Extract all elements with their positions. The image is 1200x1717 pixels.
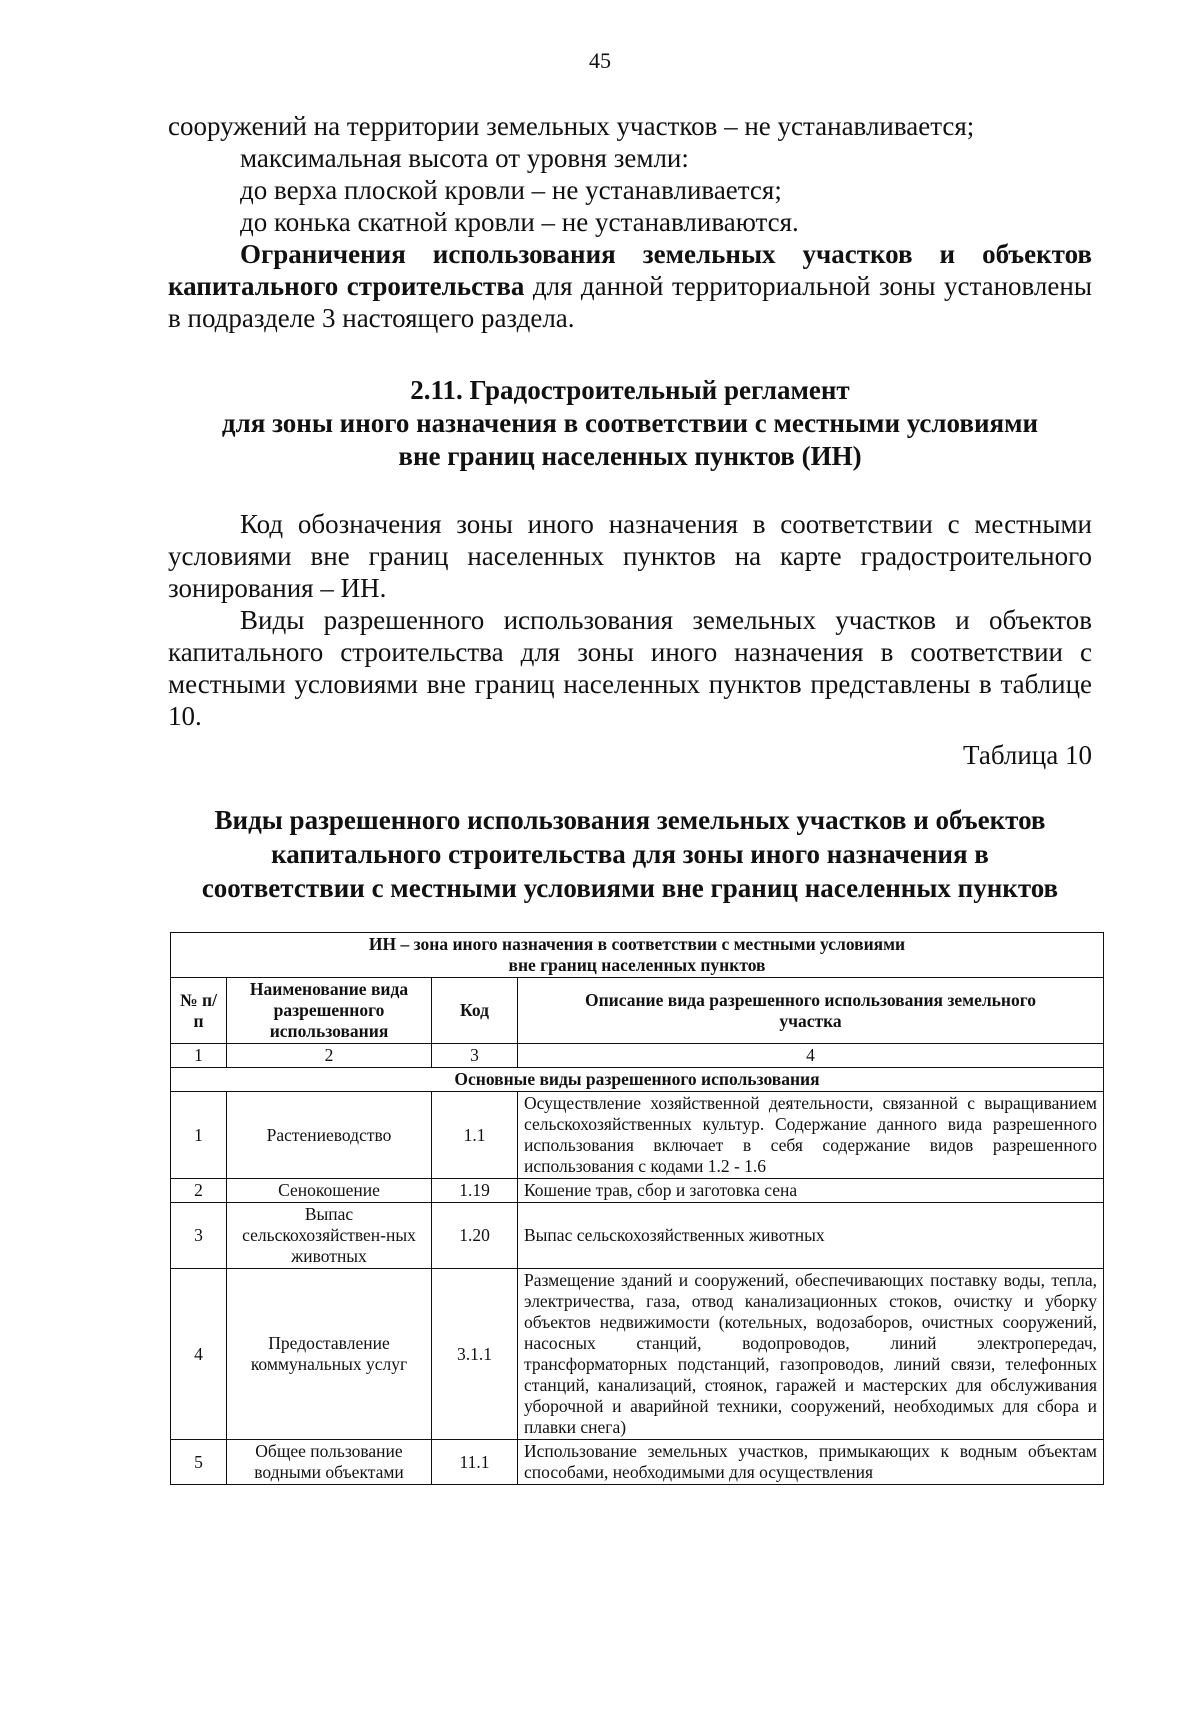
restrictions-paragraph — [168, 238, 1092, 334]
table-row — [171, 1269, 1104, 1440]
restrictions-rest: для данной территориальной зоны установлены в подразделе 3 настоящего раздела. — [168, 271, 1092, 333]
restrictions-bold: Ограничения использования земельных участков и объектов капитального строительства — [168, 239, 1092, 301]
row-num: 2 — [171, 1179, 227, 1203]
table-label: Таблица 10 — [963, 740, 1092, 770]
row-num: 3 — [171, 1203, 227, 1269]
intro-line-4: до конька скатной кровли – не устанавливаются. — [240, 207, 799, 237]
zone-header-line-1: ИН – зона иного назначения в соответствии с местными условиями — [368, 934, 906, 954]
table-title-line-3: соответствии с местными условиями вне границ населенных пунктов — [201, 873, 1059, 903]
table-row — [171, 1179, 1104, 1203]
column-header-row — [171, 978, 1104, 1044]
row-code: 1.1 — [432, 1092, 518, 1179]
zone-header-cell — [171, 933, 1104, 978]
section-title-line-2: для зоны иного назначения в соответствии с местными условиями — [221, 408, 1039, 438]
table-title-line-2: капитального строительства для зоны иного назначения в — [271, 839, 989, 869]
col-header-name: Наименование вида разрешенного использования — [227, 978, 432, 1044]
table-row — [171, 1092, 1104, 1179]
table-row — [171, 1440, 1104, 1485]
row-desc: Размещение зданий и сооружений, обеспечивающих поставку воды, тепла, электричества, газа, отвод канализационных стоков, очистку и уборку объектов недвижимости (котельных, водозаборов, очистных сооружений, насосных станций, водопроводов, линий электропередач, трансформаторных подстанций, газопроводов, линий связи, телефонных станций, канализаций, стоянок, гаражей и мастерских для обслуживания уборочной и аварийной техники, сооружений, необходимых для сбора и плавки снега) — [518, 1269, 1104, 1440]
row-desc: Осуществление хозяйственной деятельности, связанной с выращиванием сельскохозяйственных культур. Содержание данного вида разрешенного использования включает в себя содержание видов разрешенного использования с кодами 1.2 - 1.6 — [518, 1092, 1104, 1179]
col-index-1: 1 — [171, 1044, 227, 1068]
table-row — [171, 1203, 1104, 1269]
row-code: 3.1.1 — [432, 1269, 518, 1440]
intro-text — [168, 110, 1092, 334]
page-number: 45 — [589, 48, 611, 73]
intro-line-2: максимальная высота от уровня земли: — [240, 143, 689, 173]
row-num: 1 — [171, 1092, 227, 1179]
permitted-use-table — [170, 932, 1104, 1485]
kinds-paragraph: Виды разрешенного использования земельных участков и объектов капитального строительства для зоны иного назначения в соответствии с местными условиями вне границ населенных пунктов представлены в таблице 10. — [168, 605, 1092, 731]
row-name: Предоставление коммунальных услуг — [227, 1269, 432, 1440]
row-code: 1.20 — [432, 1203, 518, 1269]
table-title — [150, 803, 1110, 905]
zone-header-row — [171, 933, 1104, 978]
section-title-line-3: вне границ населенных пунктов (ИН) — [398, 441, 862, 471]
row-code: 11.1 — [432, 1440, 518, 1485]
col-header-desc: Описание вида разрешенного использования земельного участка — [518, 978, 1104, 1044]
code-paragraph: Код обозначения зоны иного назначения в соответствии с местными условиями вне границ населенных пунктов на карте градостроительного зонирования – ИН. — [168, 509, 1092, 603]
row-num: 5 — [171, 1440, 227, 1485]
row-name: Общее пользование водными объектами — [227, 1440, 432, 1485]
zone-header-line-2: вне границ населенных пунктов — [508, 955, 766, 975]
row-desc: Кошение трав, сбор и заготовка сена — [518, 1179, 1104, 1203]
row-name: Выпас сельскохозяйствен-ных животных — [227, 1203, 432, 1269]
section-row — [171, 1068, 1104, 1092]
intro-line-3: до верха плоской кровли – не устанавливается; — [240, 175, 782, 205]
section-main-cell: Основные виды разрешенного использования — [171, 1068, 1104, 1092]
col-index-2: 2 — [227, 1044, 432, 1068]
row-desc: Использование земельных участков, примыкающих к водным объектам способами, необходимыми для осуществления — [518, 1440, 1104, 1485]
intro-line-1: сооружений на территории земельных участков – не устанавливается; — [168, 111, 975, 141]
col-header-num: № п/п — [171, 978, 227, 1044]
row-num: 4 — [171, 1269, 227, 1440]
row-name: Растениеводство — [227, 1092, 432, 1179]
column-index-row — [171, 1044, 1104, 1068]
col-header-code: Код — [432, 978, 518, 1044]
table-title-line-1: Виды разрешенного использования земельных участков и объектов — [214, 805, 1046, 835]
col-index-4: 4 — [518, 1044, 1104, 1068]
section-title-line-1: 2.11. Градостроительный регламент — [410, 375, 850, 405]
description-text — [168, 508, 1092, 732]
row-desc: Выпас сельскохозяйственных животных — [518, 1203, 1104, 1269]
section-title — [168, 374, 1092, 473]
row-code: 1.19 — [432, 1179, 518, 1203]
row-name: Сенокошение — [227, 1179, 432, 1203]
col-index-3: 3 — [432, 1044, 518, 1068]
